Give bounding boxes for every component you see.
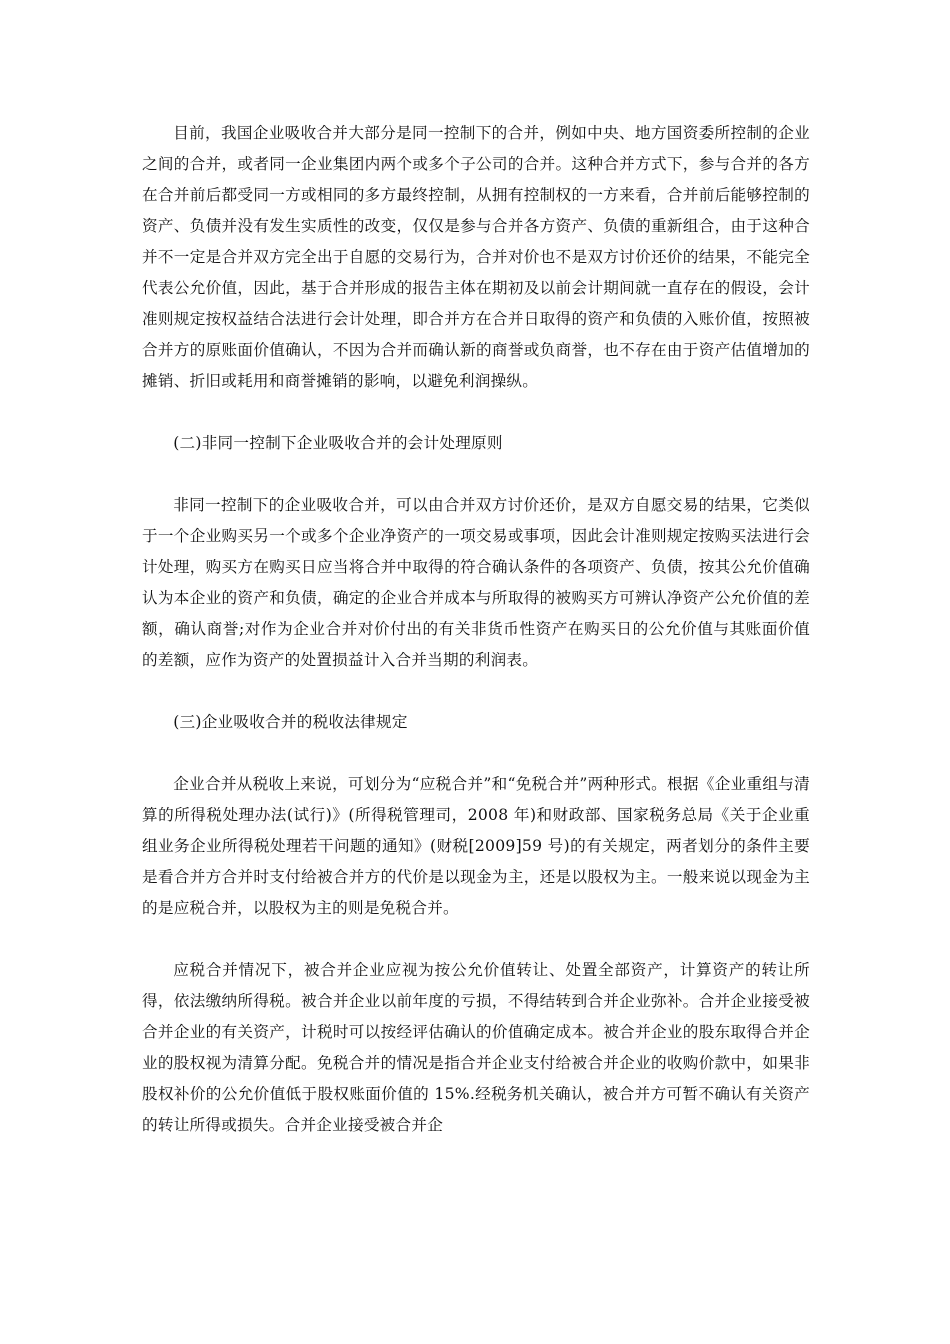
document-page xyxy=(142,118,810,1141)
section-heading-non-same-control: (二)非同一控制下企业吸收合并的会计处理原则 xyxy=(173,434,503,452)
paragraph-tax-classification: 企业合并从税收上来说，可划分为“应税合并”和“免税合并”两种形式。根据《企业重组与清算的所得税处理办法(试行)》(所得税管理司，2008 年)和财政部、国家税务总局《关于企业重组业务企业所得税处理若干问题的通知》(财税[2009]59 号)的有关规定，两者划分的条件主要是看合并方合并时支付给被合并方的代价是以现金为主，还是以股权为主。一般来说以现金为主的是应税合并，以股权为主的则是免税合并。 xyxy=(142,775,810,917)
paragraph-same-control-merger: 目前，我国企业吸收合并大部分是同一控制下的合并，例如中央、地方国资委所控制的企业之间的合并，或者同一企业集团内两个或多个子公司的合并。这种合并方式下，参与合并的各方在合并前后都受同一方或相同的多方最终控制，从拥有控制权的一方来看，合并前后能够控制的资产、负债并没有发生实质性的改变，仅仅是参与合并各方资产、负债的重新组合，由于这种合并不一定是合并双方完全出于自愿的交易行为，合并对价也不是双方讨价还价的结果，不能完全代表公允价值，因此，基于合并形成的报告主体在期初及以前会计期间就一直存在的假设，会计准则规定按权益结合法进行会计处理，即合并方在合并日取得的资产和负债的入账价值，按照被合并方的原账面价值确认，不因为合并而确认新的商誉或负商誉，也不存在由于资产估值增加的摊销、折旧或耗用和商誉摊销的影响，以避免利润操纵。 xyxy=(142,124,810,390)
paragraph-taxable-merger: 应税合并情况下，被合并企业应视为按公允价值转让、处置全部资产，计算资产的转让所得，依法缴纳所得税。被合并企业以前年度的亏损，不得结转到合并企业弥补。合并企业接受被合并企业的有关资产，计税时可以按经评估确认的价值确定成本。被合并企业的股东取得合并企业的股权视为清算分配。免税合并的情况是指合并企业支付给被合并企业的收购价款中，如果非股权补价的公允价值低于股权账面价值的 15%.经税务机关确认，被合并方可暂不确认有关资产的转让所得或损失。合并企业接受被合并企 xyxy=(142,961,810,1134)
paragraph-non-same-control-merger: 非同一控制下的企业吸收合并，可以由合并双方讨价还价，是双方自愿交易的结果，它类似于一个企业购买另一个或多个企业净资产的一项交易或事项，因此会计准则规定按购买法进行会计处理，购买方在购买日应当将合并中取得的符合确认条件的各项资产、负债，按其公允价值确认为本企业的资产和负债，确定的企业合并成本与所取得的被购买方可辨认净资产公允价值的差额，确认商誉;对作为企业合并对价付出的有关非货币性资产在购买日的公允价值与其账面价值的差额，应作为资产的处置损益计入合并当期的利润表。 xyxy=(142,496,810,669)
section-heading-tax-rules: (三)企业吸收合并的税收法律规定 xyxy=(173,713,408,731)
